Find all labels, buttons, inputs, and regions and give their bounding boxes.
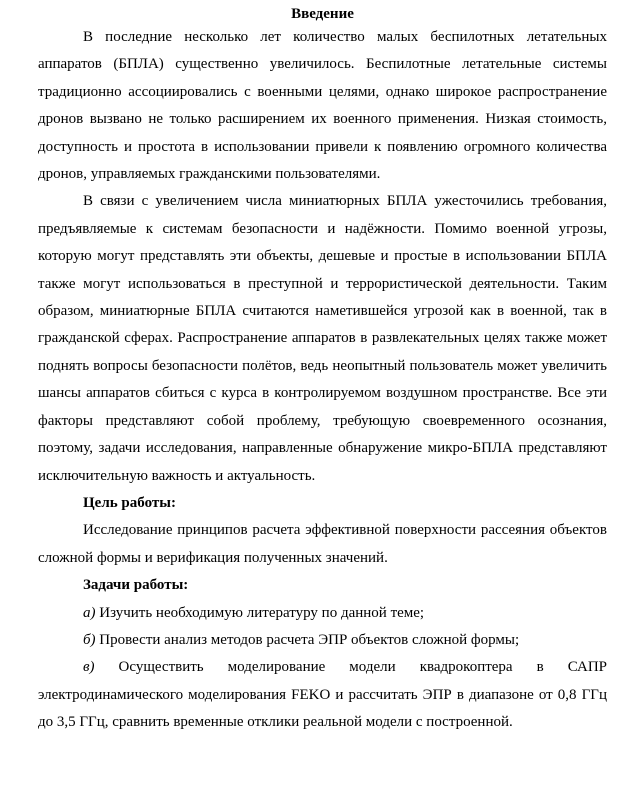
- task-marker: в): [83, 659, 95, 676]
- task-item-c: [38, 654, 607, 736]
- goal-text: Исследование принципов расчета эффективной поверхности рассеяния объектов сложной формы и верификация полученных значений.: [38, 522, 607, 566]
- task-text: Провести анализ методов расчета ЭПР объектов сложной формы;: [95, 631, 520, 648]
- intro-paragraph-2: В связи с увеличением числа миниатюрных БПЛА ужесточились требования, предъявляемые к системам безопасности и надёжности. Помимо военной угрозы, которую могут представлять эти объекты, дешевые и простые в использовании БПЛА также могут использоваться в преступной и террористической деятельности. Таким образом, миниатюрные БПЛА считаются наметившейся угрозой как в военной, так в гражданской сферах. Распространение аппаратов в развлекательных целях также может поднять вопросы безопасности полётов, ведь неопытный пользователь может увеличить шансы аппаратов сбиться с курса в контролируемом воздушном пространстве. Все эти факторы представляют собой проблему, требующую своевременного осознания, поэтому, задачи исследования, направленные обнаружение микро-БПЛА представляют исключительную важность и актуальность.: [38, 193, 607, 484]
- task-text: Изучить необходимую литературу по данной теме;: [95, 604, 425, 621]
- document-title: Введение: [291, 6, 354, 22]
- intro-paragraph-1: В последние несколько лет количество малых беспилотных летательных аппаратов (БПЛА) существенно увеличилось. Беспилотные летательные системы традиционно ассоциировались с военными целями, однако широкое распространение дронов вызвано не только расширением их военного применения. Низкая стоимость, доступность и простота в использовании привели к появлению огромного количества дронов, управляемых гражданскими пользователями.: [38, 29, 607, 183]
- task-marker: а): [83, 604, 96, 621]
- task-item-b: [38, 627, 607, 654]
- tasks-heading: Задачи работы:: [83, 577, 189, 594]
- task-text: Осуществить моделирование модели квадрокоптера в САПР электродинамического моделирования FEKO и рассчитать ЭПР в диапазоне от 0,8 ГГц до 3,5 ГГц, сравнить временные отклики реальной модели с построенной.: [38, 659, 607, 731]
- task-marker: б): [83, 631, 96, 648]
- task-item-a: [38, 600, 607, 627]
- goal-heading: Цель работы:: [83, 494, 176, 511]
